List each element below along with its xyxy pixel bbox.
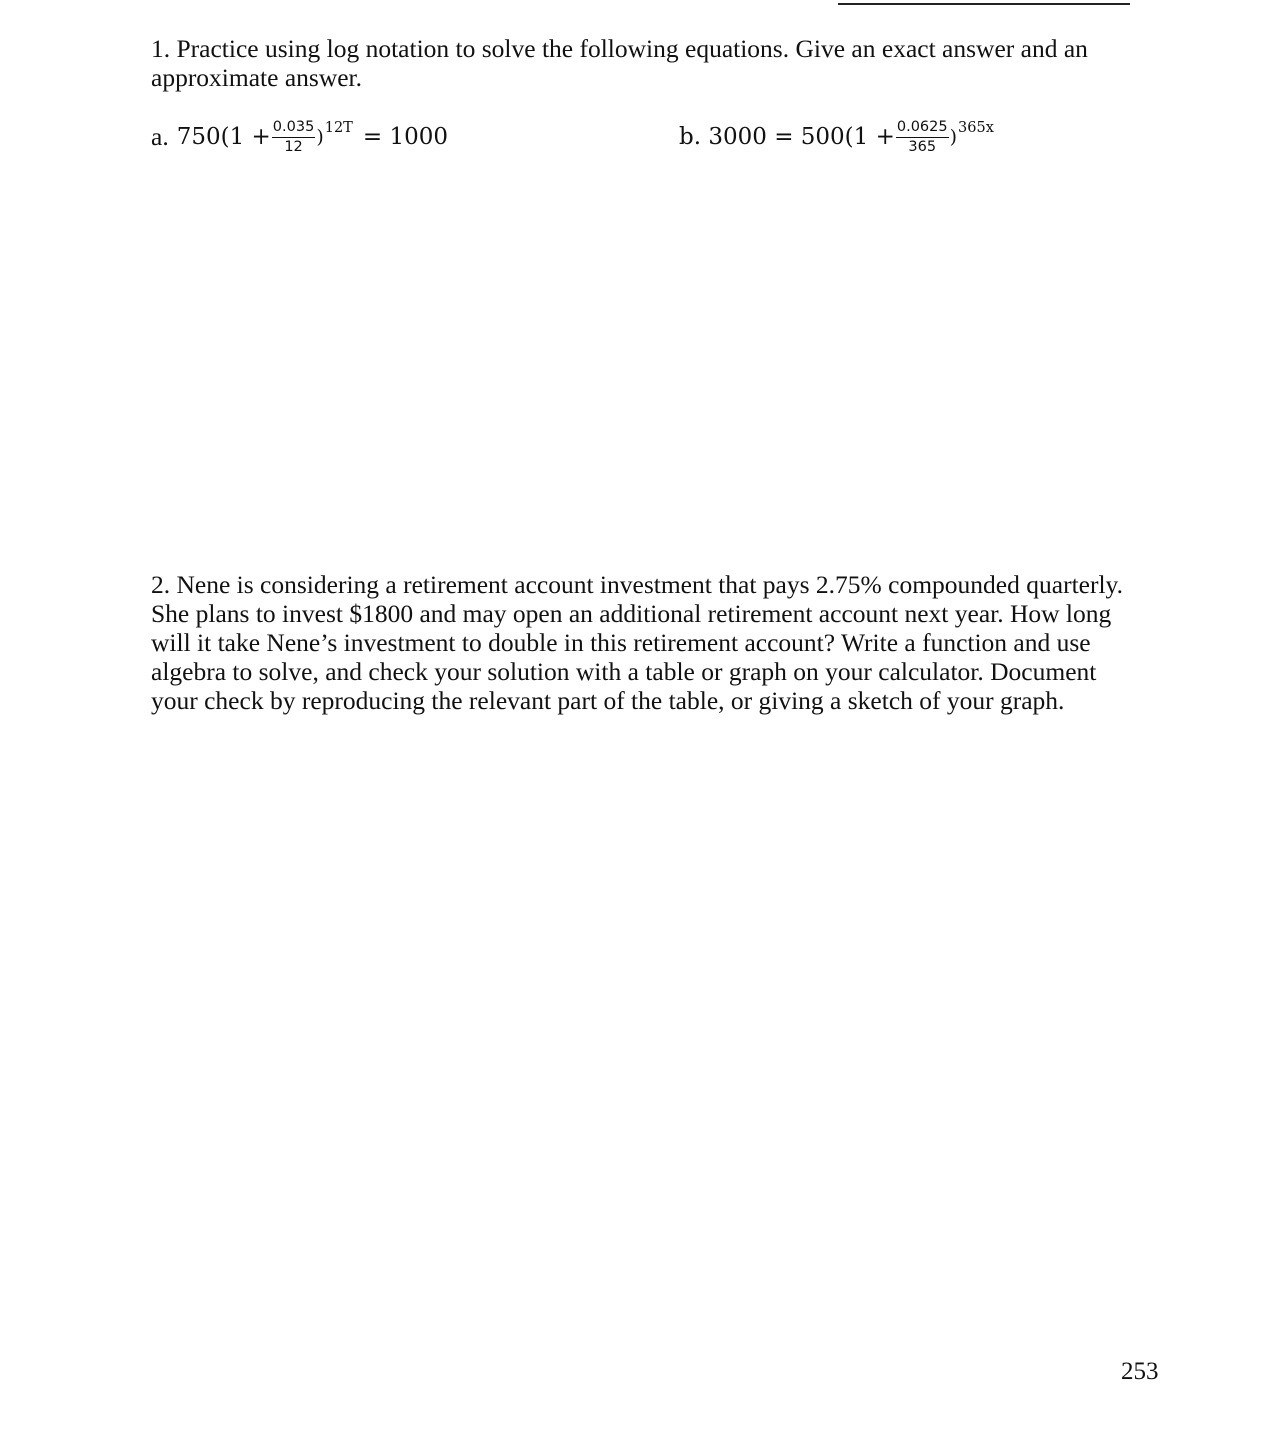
equation-a <box>151 118 448 155</box>
equation-a-numerator: 0.035 <box>272 119 316 138</box>
equation-a-label: a. <box>151 121 169 151</box>
page-number: 253 <box>1121 1358 1159 1385</box>
equation-a-close-paren: ) <box>316 125 324 148</box>
equation-a-lhs: 750(1 + <box>176 123 271 150</box>
equation-b-exponent: 365x <box>958 119 994 136</box>
equation-b-numerator: 0.0625 <box>896 119 949 138</box>
equation-b-fraction <box>896 119 949 156</box>
equation-a-rhs: = 1000 <box>362 123 448 150</box>
equation-b-denominator: 365 <box>908 139 937 155</box>
question-1-text: 1. Practice using log notation to solve the following equations. Give an exact answer and an approximate answer. <box>151 34 1088 92</box>
equation-b <box>679 118 994 155</box>
equation-b-close-paren: ) <box>949 125 958 148</box>
question-2-text: 2. Nene is considering a retirement account investment that pays 2.75% compounded quarterly. She plans to invest $1800 and may open an additional retirement account next year. How long will it take Nene’s investment to double in this retirement account? Write a function and use algebra to solve, and check your solution with a table or graph on your calculator. Document your check by reproducing the relevant part of the table, or giving a sketch of your graph. <box>151 570 1124 715</box>
equation-a-denominator: 12 <box>284 139 303 155</box>
equation-b-lhs: b. 3000 = 500(1 + <box>679 123 895 150</box>
name-answer-line <box>838 3 1130 5</box>
equation-a-fraction <box>272 119 316 156</box>
equation-a-exponent: 12T <box>324 119 353 136</box>
